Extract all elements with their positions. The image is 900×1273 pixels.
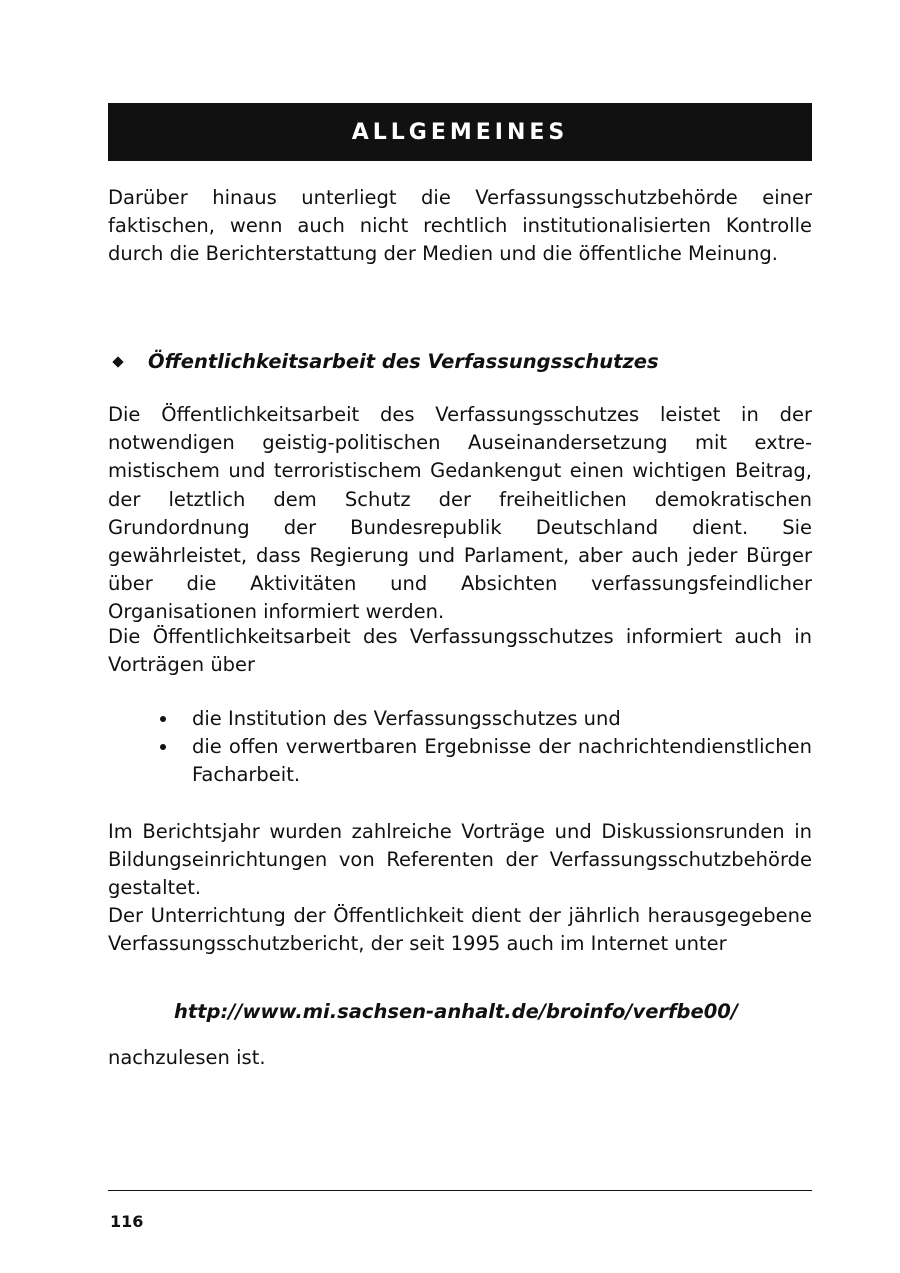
subsection-heading-text: Öffentlichkeitsarbeit des Verfassungsschutzes [148, 350, 659, 373]
list-item-text: die Institution des Verfassungsschutzes und [192, 707, 621, 730]
bullet-dot-icon [160, 744, 166, 750]
list-item [140, 705, 812, 733]
body-paragraph-1: Die Öffentlichkeitsarbeit des Verfassungsschutzes leistet in der notwendigen geistig-politischen Auseinandersetzung mit extremistischem und terroristischem Gedankengut einen wichtigen Beitrag, der letztlich dem Schutz der freiheitlichen demokratischen Grundordnung der Bundesrepublik Deutschland dient. Sie gewährleistet, dass Regierung und Parlament, aber auch jeder Bürger über die Aktivitäten und Absichten verfassungsfeindlicher Organisationen informiert werden. [108, 403, 812, 624]
list-item [140, 733, 812, 789]
section-header-title: ALLGEMEINES [351, 119, 569, 145]
section-header-bar [108, 103, 812, 161]
body-paragraph-5: nachzulesen ist. [108, 1046, 266, 1069]
bullet-list [140, 705, 812, 790]
page-number: 116 [110, 1212, 144, 1231]
diamond-bullet-icon [112, 356, 123, 367]
body-paragraph-2: Die Öffentlichkeitsarbeit des Verfassungsschutzes informiert auch in Vorträgen über [108, 625, 812, 677]
body-paragraph-4: Der Unterrichtung der Öffentlichkeit dient der jährlich herausgegebene Verfassungsschutzbericht, der seit 1995 auch im Internet unter [108, 904, 812, 956]
website-url-link[interactable]: http://www.mi.sachsen-anhalt.de/broinfo/verfbe00/ [174, 1000, 738, 1023]
intro-paragraph: Darüber hinaus unterliegt die Verfassungsschutzbehörde einer faktischen, wenn auch nicht rechtlich institutionalisierten Kontrolle durch die Berichterstattung der Medien und die öffentliche Meinung. [108, 186, 812, 266]
body-paragraph-3: Im Berichtsjahr wurden zahlreiche Vorträge und Diskussionsrunden in Bildungseinrichtungen von Referenten der Verfassungsschutzbehörde gestaltet. [108, 820, 812, 900]
bullet-dot-icon [160, 716, 166, 722]
footer-divider [108, 1190, 812, 1191]
list-item-text: die offen verwertbaren Ergebnisse der nachrichtendienstlichen Facharbeit. [192, 735, 812, 787]
subsection-heading [112, 348, 812, 376]
